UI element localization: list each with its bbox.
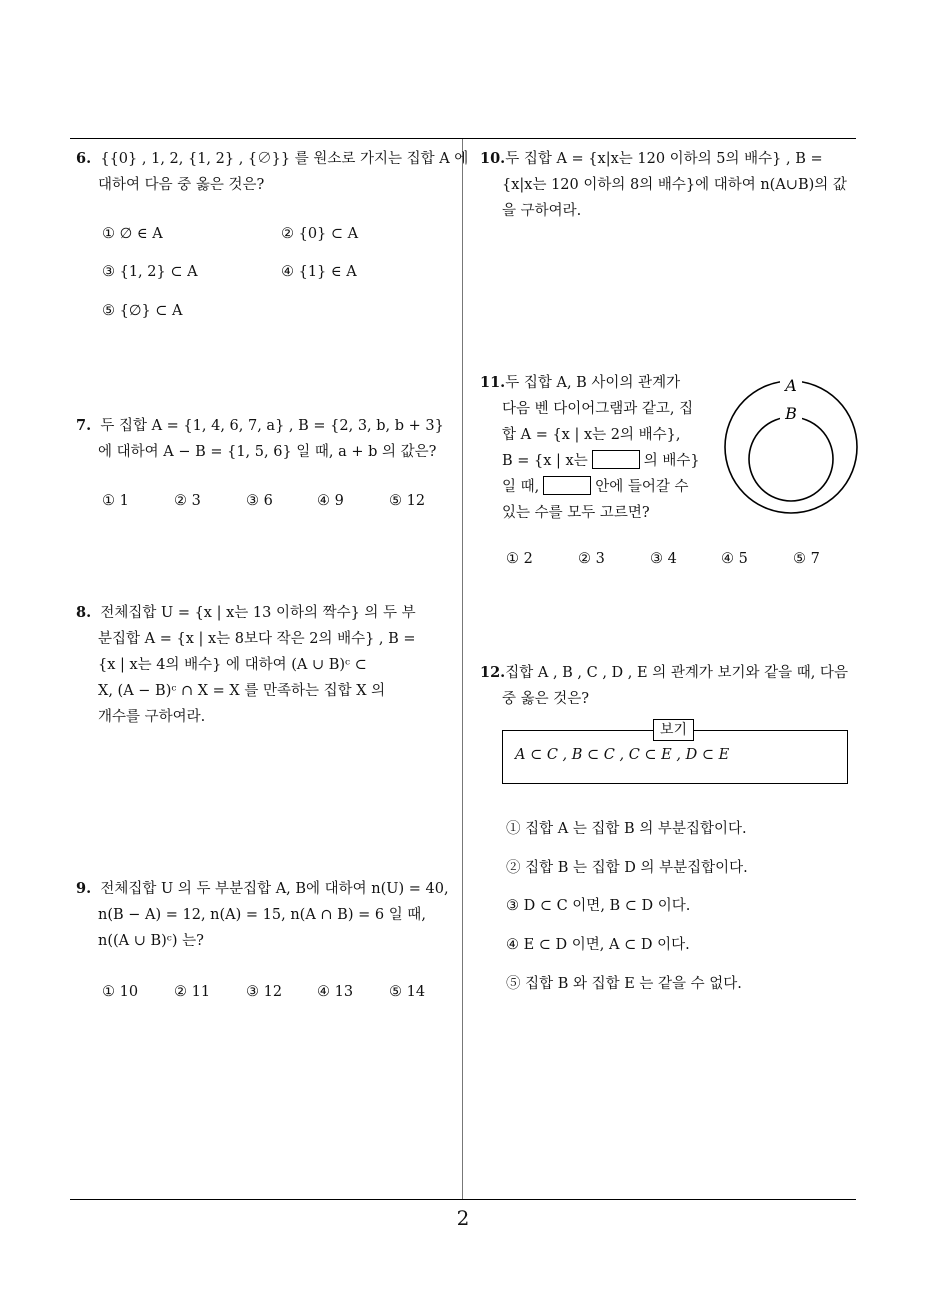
bogi-box: [502, 722, 848, 784]
question-text: 에 대하여 A − B = {1, 5, 6} 일 때, a + b 의 값은?: [98, 444, 437, 460]
bogi-label: 보기: [653, 719, 694, 741]
question-number: 10.: [480, 150, 506, 167]
option-5[interactable]: ⑤ 12: [389, 493, 426, 509]
option-3[interactable]: ③ {1, 2} ⊂ A: [102, 264, 198, 280]
question-text: 안에 들어갈 수: [595, 479, 689, 495]
question-8: [76, 600, 456, 730]
option-5[interactable]: ⑤ 7: [793, 551, 820, 567]
option-5[interactable]: ⑤ {∅} ⊂ A: [102, 303, 183, 319]
option-3[interactable]: ③ 4: [650, 551, 677, 567]
question-text: 전체집합 U 의 두 부분집합 A, B에 대하여 n(U) = 40,: [100, 881, 449, 897]
question-text: 개수를 구하여라.: [98, 709, 206, 725]
question-6: [76, 146, 469, 198]
question-text: B = {x | x는: [502, 453, 588, 469]
question-text: {x|x는 120 이하의 8의 배수}에 대하여 n(A∪B)의 값: [502, 177, 847, 193]
option-1[interactable]: ① 10: [102, 984, 139, 1000]
option-4[interactable]: ④ 9: [317, 493, 344, 509]
bogi-text: A ⊂ C , B ⊂ C , C ⊂ E , D ⊂ E: [515, 747, 730, 763]
question-10: [480, 146, 860, 224]
question-text: {x | x는 4의 배수} 에 대하여 (A ∪ B)ᶜ ⊂: [98, 657, 367, 673]
question-number: 8.: [76, 604, 92, 621]
question-text: 중 옳은 것은?: [502, 691, 590, 707]
question-text: 집합 A , B , C , D , E 의 관계가 보기와 같을 때, 다음: [505, 665, 848, 681]
option-3[interactable]: ③ 6: [246, 493, 273, 509]
option-3[interactable]: ③ D ⊂ C 이면, B ⊂ D 이다.: [506, 898, 691, 914]
question-text: n(B − A) = 12, n(A) = 15, n(A ∩ B) = 6 일 때,: [98, 907, 426, 923]
option-5[interactable]: ⑤ 집합 B 와 집합 E 는 같을 수 없다.: [506, 976, 742, 992]
option-2[interactable]: ② 3: [578, 551, 605, 567]
question-9: [76, 876, 456, 954]
question-text: 다음 벤 다이어그램과 같고, 집: [502, 401, 694, 417]
question-text: 분집합 A = {x | x는 8보다 작은 2의 배수} , B =: [98, 631, 416, 647]
option-1[interactable]: ① ∅ ∈ A: [102, 226, 163, 242]
venn-label-a: A: [785, 376, 797, 395]
option-1[interactable]: ① 집합 A 는 집합 B 의 부분집합이다.: [506, 821, 747, 837]
question-number: 12.: [480, 664, 506, 681]
option-4[interactable]: ④ {1} ∈ A: [281, 264, 357, 280]
question-text: 두 집합 A = {1, 4, 6, 7, a} , B = {2, 3, b, b + 3}: [100, 418, 444, 434]
question-text: 일 때,: [502, 479, 540, 495]
venn-set-a-circle: [725, 381, 857, 513]
question-12: [480, 660, 860, 712]
question-7: [76, 413, 456, 465]
question-text: 대하여 다음 중 옳은 것은?: [98, 177, 265, 193]
question-text: X, (A − B)ᶜ ∩ X = X 를 만족하는 집합 X 의: [98, 683, 386, 699]
option-2[interactable]: ② 집합 B 는 집합 D 의 부분집합이다.: [506, 860, 748, 876]
top-rule: [70, 138, 856, 139]
answer-blank: [543, 476, 591, 495]
option-2[interactable]: ② {0} ⊂ A: [281, 226, 359, 242]
option-4[interactable]: ④ E ⊂ D 이면, A ⊂ D 이다.: [506, 937, 690, 953]
question-text: 두 집합 A = {x|x는 120 이하의 5의 배수} , B =: [505, 151, 823, 167]
option-2[interactable]: ② 3: [174, 493, 201, 509]
option-1[interactable]: ① 2: [506, 551, 533, 567]
question-number: 9.: [76, 880, 92, 897]
option-1[interactable]: ① 1: [102, 493, 129, 509]
question-text: n((A ∪ B)ᶜ) 는?: [98, 933, 204, 949]
option-5[interactable]: ⑤ 14: [389, 984, 426, 1000]
question-number: 11.: [480, 374, 506, 391]
question-text: 두 집합 A, B 사이의 관계가: [505, 375, 681, 391]
question-text: 전체집합 U = {x | x는 13 이하의 짝수} 의 두 부: [100, 605, 416, 621]
question-text: {{0} , 1, 2, {1, 2} , {∅}} 를 원소로 가지는 집합 A 에: [100, 151, 469, 167]
page-number: 2: [456, 1206, 470, 1230]
option-4[interactable]: ④ 5: [721, 551, 748, 567]
question-text: 의 배수}: [643, 453, 700, 469]
column-divider: [462, 139, 463, 1200]
option-4[interactable]: ④ 13: [317, 984, 354, 1000]
venn-set-b-circle: [749, 417, 833, 501]
question-11: [480, 370, 720, 526]
venn-diagram: [720, 375, 862, 517]
option-2[interactable]: ② 11: [174, 984, 211, 1000]
answer-blank: [592, 450, 640, 469]
option-3[interactable]: ③ 12: [246, 984, 283, 1000]
venn-label-b: B: [785, 404, 797, 423]
question-text: 을 구하여라.: [502, 203, 582, 219]
question-text: 합 A = {x | x는 2의 배수},: [502, 427, 681, 443]
question-number: 6.: [76, 150, 92, 167]
question-number: 7.: [76, 417, 92, 434]
question-text: 있는 수를 모두 고르면?: [502, 505, 650, 521]
bottom-rule: [70, 1199, 856, 1200]
